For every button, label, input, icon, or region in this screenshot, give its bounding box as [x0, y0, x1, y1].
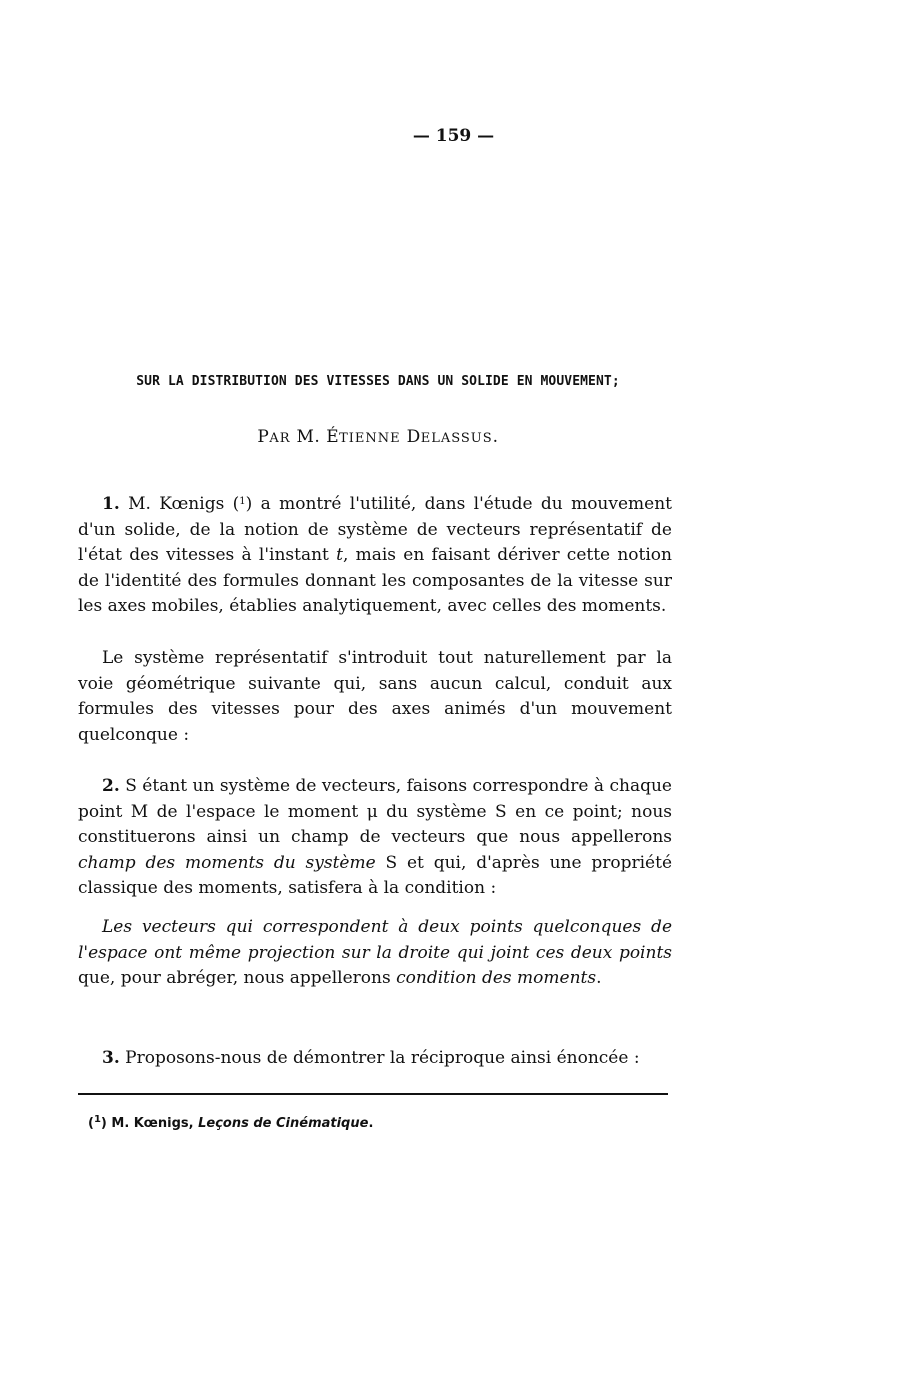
section-1-text: M. Kœnigs (: [119, 494, 240, 514]
condition-italic: Les vecteurs qui correspondent à deux points quelconques de l'espace ont même projection sur la droite qui joint ces deux points: [78, 917, 672, 963]
condition-text: que, pour abréger, nous appellerons: [78, 968, 397, 988]
section-2-italic: champ des moments du système: [78, 852, 376, 873]
footnote-divider: [78, 1093, 668, 1095]
section-3: [78, 1046, 672, 1072]
condition-statement: [78, 915, 672, 992]
section-number: 2.: [102, 776, 120, 796]
author-prefix: P: [257, 427, 270, 447]
footnote-work: Leçons de Cinématique: [198, 1116, 369, 1131]
author-prefix-sc: AR: [269, 431, 291, 446]
section-1-text: , mais en faisant dériver cette notion de l'identité des formules donnant les composantes de la vitesse sur les axes mobiles, établies analytiquement, avec celles des moments.: [78, 545, 672, 616]
author-last-rest: ELASSUS: [420, 431, 493, 446]
condition-end: .: [596, 968, 602, 988]
variable-t: t: [336, 545, 343, 565]
author-last-initial: D: [406, 427, 421, 447]
article-author: [78, 427, 678, 447]
page-number: — 159 —: [412, 126, 495, 146]
article-title: SUR LA DISTRIBUTION DES VITESSES DANS UN SOLIDE EN MOUVEMENT;: [136, 374, 620, 389]
section-1-paragraph-2: [78, 646, 672, 748]
author-initial: M.: [296, 427, 321, 447]
author-end: .: [492, 427, 499, 447]
footnote-end: .: [368, 1116, 374, 1131]
section-number: 3.: [102, 1048, 120, 1068]
section-2-text: S étant un système de vecteurs, faisons correspondre à chaque point M de l'espace le moment μ du système S en ce point; nous constituerons ainsi un champ de vecteurs que nous appellerons: [78, 776, 672, 847]
author-first-initial: É: [326, 427, 340, 447]
section-number: 1.: [102, 494, 120, 514]
author-first-rest: TIENNE: [339, 431, 401, 446]
section-2-text: S et qui, d'après une propriété classique des moments, satisfera à la condition :: [78, 852, 673, 898]
footnote-author: ) M. Kœnigs,: [100, 1116, 199, 1131]
footnote-ref: 1: [239, 496, 246, 507]
footnote: ($^1$) M. Kœnigs, Leçons de Cinématique.: [88, 1114, 374, 1131]
footnote-mark: 1: [93, 1114, 101, 1125]
section-3-text: Proposons-nous de démontrer la réciproque ainsi énoncée :: [119, 1048, 640, 1068]
condition-name: condition des moments: [396, 968, 597, 988]
section-1-para-2-text: Le système représentatif s'introduit tout naturellement par la voie géométrique suivante qui, sans aucun calcul, conduit aux formules des vitesses pour des axes animés d'un mouvement quelconque :: [78, 648, 672, 745]
section-1-text: ) a montré l'utilité, dans l'étude du mouvement d'un solide, de la notion de système de vecteurs représentatif de l'état des vitesses à l'instant: [78, 494, 672, 565]
section-2: [78, 774, 672, 902]
section-1: [78, 489, 672, 620]
